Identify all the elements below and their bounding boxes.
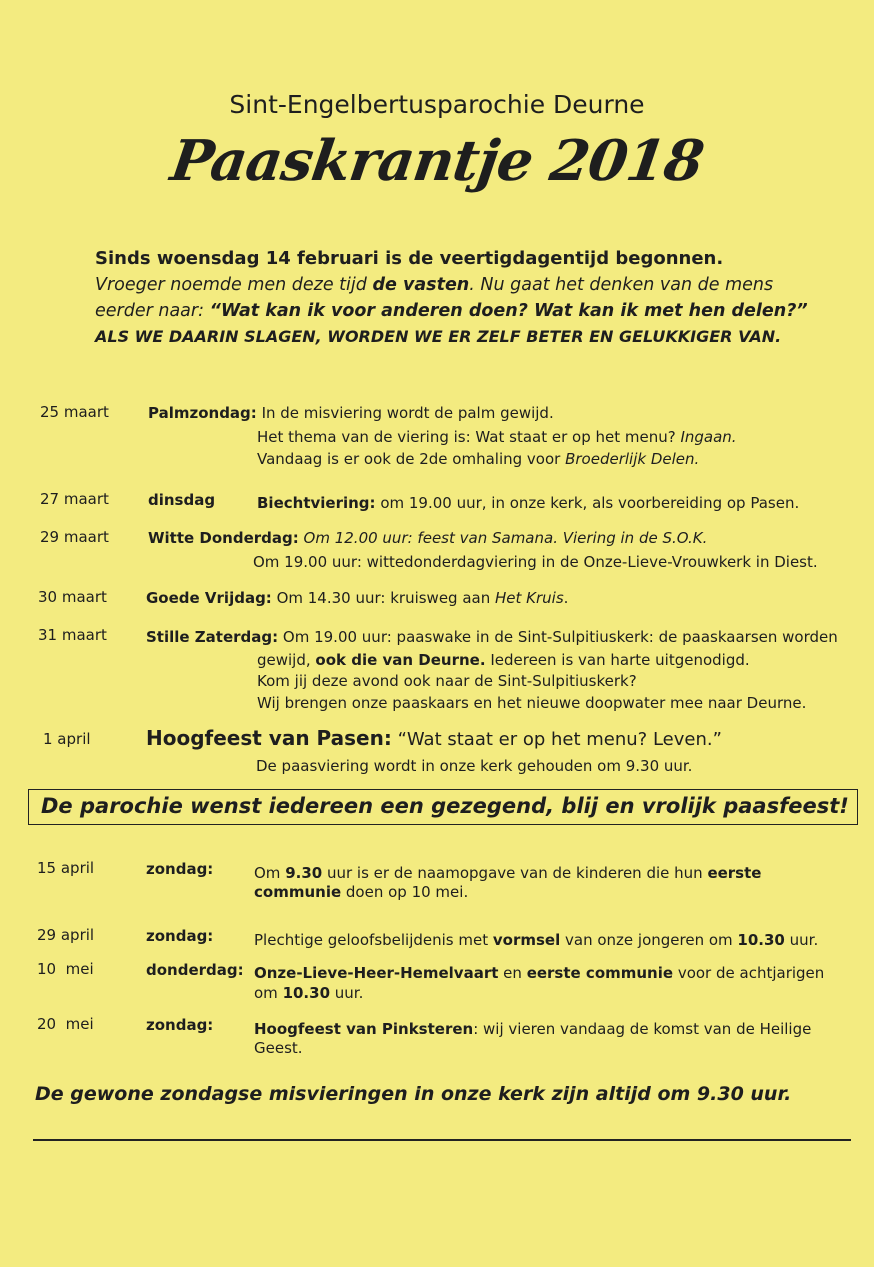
intro-l2-b: de vasten <box>372 275 470 295</box>
stille-t2a: gewijd, <box>257 651 316 669</box>
r3-d: voor de achtjarigen <box>673 964 825 982</box>
palm-line-1 <box>148 404 554 422</box>
r2-day: zondag: <box>146 927 214 945</box>
intro-line-2 <box>95 275 855 295</box>
r3-f: 10.30 <box>282 984 331 1002</box>
stille-line-3: Kom jij deze avond ook naar de Sint-Sulpitiuskerk? <box>257 672 637 690</box>
palm-line-3 <box>257 450 699 468</box>
palm-day: Palmzondag: <box>148 404 257 422</box>
witte-day: Witte Donderdag: <box>148 529 299 547</box>
dinsdag-event: Biechtviering: <box>257 494 376 512</box>
date-dinsdag: 27 maart <box>40 490 109 508</box>
intro-line-4: ALS WE DAARIN SLAGEN, WORDEN WE ER ZELF BETER EN GELUKKIGER VAN. <box>95 327 782 346</box>
pasen-quote: “Wat staat er op het menu? Leven.” <box>391 729 722 750</box>
intro-heading-text: Sinds woensdag 14 februari is de veertigdagentijd begonnen <box>95 248 717 269</box>
goede-t1b: Het Kruis <box>495 589 564 607</box>
pasen-line-2: De paasviering wordt in onze kerk gehouden om 9.30 uur. <box>256 757 693 775</box>
r1-e: communie <box>254 883 342 901</box>
date-pasen: 1 april <box>43 730 91 748</box>
dinsdag-day: dinsdag <box>148 491 216 509</box>
goede-t1c: . <box>563 589 569 607</box>
goede-day: Goede Vrijdag: <box>146 589 272 607</box>
intro-heading <box>95 248 723 269</box>
r1-line-2 <box>254 883 468 901</box>
palm-t2b: Ingaan. <box>680 428 737 446</box>
intro-line-2-text <box>95 275 773 295</box>
r4-b: : wij vieren vandaag de komst van de Heilige <box>473 1020 812 1038</box>
dinsdag-t1: om 19.00 uur, in onze kerk, als voorbereiding op Pasen. <box>375 494 800 512</box>
intro-line-3 <box>95 301 808 321</box>
r3-line-2 <box>254 984 363 1002</box>
stille-t2b: ook die van Deurne. <box>315 651 486 669</box>
dinsdag-line <box>257 494 799 512</box>
divider <box>33 1139 851 1141</box>
date-stille: 31 maart <box>38 626 107 644</box>
stille-day: Stille Zaterdag: <box>146 628 279 646</box>
r4-day: zondag: <box>146 1016 214 1034</box>
intro-l2-a: Vroeger noemde men deze tijd <box>95 275 367 295</box>
date-r3: 10 mei <box>37 960 94 978</box>
date-r2: 29 april <box>37 926 95 944</box>
intro-l2-c: . Nu gaat het denken van de mens <box>469 275 774 295</box>
palm-t1: In de misviering wordt de palm gewijd. <box>256 404 554 422</box>
stille-line-2 <box>257 651 750 669</box>
r3-a: Onze-Lieve-Heer-Hemelvaart <box>254 964 499 982</box>
pasen-line-1 <box>146 726 722 750</box>
r3-line-1 <box>254 964 824 982</box>
witte-line-2: Om 19.00 uur: wittedonderdagviering in de Onze-Lieve-Vrouwkerk in Diest. <box>253 553 818 571</box>
intro-l3-a: eerder naar: <box>95 301 210 321</box>
r3-g: uur. <box>330 984 364 1002</box>
intro-l3-quote: “Wat kan ik voor anderen doen? Wat kan ik met hen delen?” <box>209 301 808 321</box>
r1-f: doen op 10 mei. <box>341 883 469 901</box>
r1-d: eerste <box>707 864 762 882</box>
r2-line <box>254 931 818 949</box>
r2-a: Plechtige geloofsbelijdenis met <box>254 931 493 949</box>
witte-t1: Om 12.00 uur: feest van Samana. Viering in de S.O.K. <box>298 529 708 547</box>
r2-d: 10.30 <box>737 931 785 949</box>
stille-line-4: Wij brengen onze paaskaars en het nieuwe doopwater mee naar Deurne. <box>257 694 807 712</box>
witte-line-1 <box>148 529 707 547</box>
r3-day: donderdag: <box>146 961 244 979</box>
r3-c: eerste communie <box>526 964 674 982</box>
intro-heading-end: . <box>716 248 724 269</box>
goede-t1: Om 14.30 uur: kruisweg aan <box>271 589 496 607</box>
palm-line-2 <box>257 428 737 446</box>
palm-t3b: Broederlijk Delen. <box>565 450 700 468</box>
date-witte: 29 maart <box>40 528 109 546</box>
date-r4: 20 mei <box>37 1015 94 1033</box>
stille-line-1 <box>146 628 838 646</box>
palm-t2a: Het thema van de viering is: Wat staat er op het menu? <box>257 428 681 446</box>
greeting-banner: De parochie wenst iedereen een gezegend, blij en vrolijk paasfeest! <box>28 789 858 825</box>
r1-c: uur is er de naamopgave van de kinderen die hun <box>322 864 708 882</box>
r2-e: uur. <box>784 931 819 949</box>
parish-name: Sint-Engelbertusparochie Deurne <box>229 90 645 119</box>
page-title: Paaskrantje 2018 <box>166 128 708 194</box>
pasen-day: Hoogfeest van Pasen: <box>146 726 392 750</box>
stille-t1: Om 19.00 uur: paaswake in de Sint-Sulpitiuskerk: de paaskaarsen worden <box>278 628 838 646</box>
r1-b: 9.30 <box>285 864 323 882</box>
r1-a: Om <box>254 864 286 882</box>
date-r1: 15 april <box>37 859 95 877</box>
r4-line-2: Geest. <box>254 1039 303 1057</box>
r2-c: van onze jongeren om <box>560 931 738 949</box>
r1-line-1 <box>254 864 761 882</box>
r4-line-1 <box>254 1020 811 1038</box>
r2-b: vormsel <box>492 931 561 949</box>
r3-e: om <box>254 984 283 1002</box>
footer-note: De gewone zondagse misvieringen in onze kerk zijn altijd om 9.30 uur. <box>35 1083 792 1105</box>
date-palm: 25 maart <box>40 403 109 421</box>
r3-b: en <box>498 964 527 982</box>
r4-a: Hoogfeest van Pinksteren <box>254 1020 474 1038</box>
date-goede: 30 maart <box>38 588 107 606</box>
stille-t2c: Iedereen is van harte uitgenodigd. <box>485 651 750 669</box>
goede-line <box>146 589 568 607</box>
r1-day: zondag: <box>146 860 214 878</box>
palm-t3a: Vandaag is er ook de 2de omhaling voor <box>257 450 566 468</box>
